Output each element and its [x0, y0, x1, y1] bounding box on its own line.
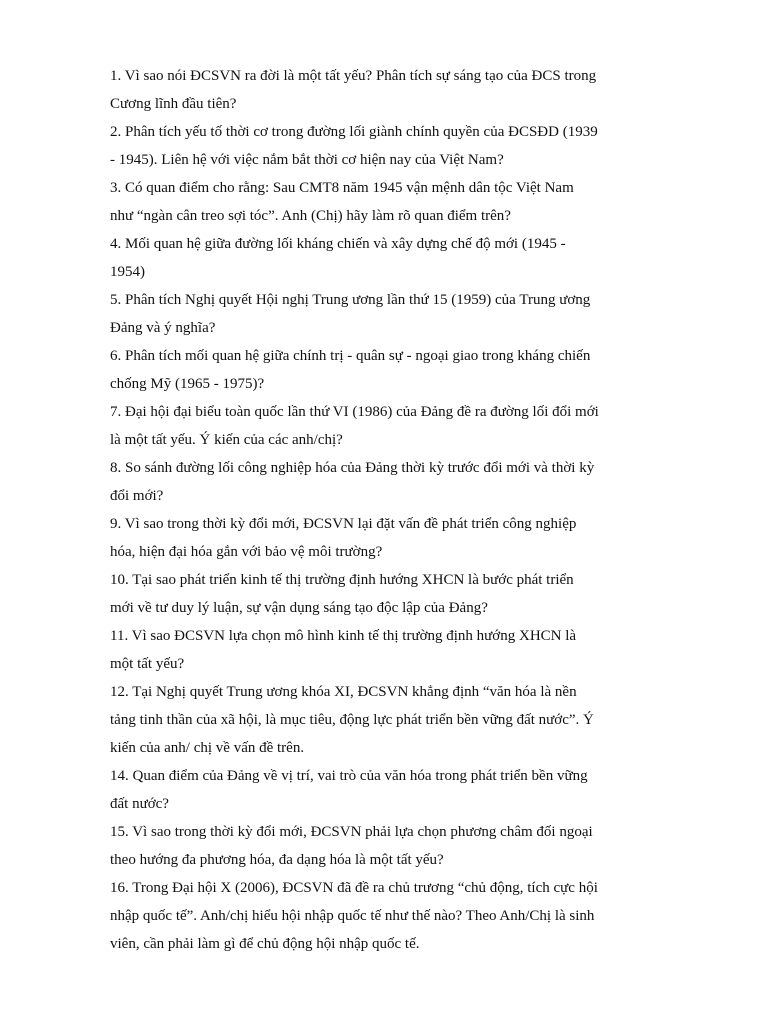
question-item: 11. Vì sao ĐCSVN lựa chọn mô hình kinh tế thị trường định hướng XHCN là một tất yếu?	[110, 628, 577, 672]
question-item: 14. Quan điểm của Đảng về vị trí, vai trò của văn hóa trong phát triển bền vững đất nước?	[110, 768, 588, 812]
question-item: 4. Mối quan hệ giữa đường lối kháng chiến và xây dựng chế độ mới (1945 - 1954)	[110, 236, 566, 280]
question-list	[110, 62, 600, 958]
question-item: 6. Phân tích mối quan hệ giữa chính trị - quân sự - ngoại giao trong kháng chiến chống Mỹ (1965 - 1975)?	[110, 348, 591, 392]
question-item: 9. Vì sao trong thời kỳ đổi mới, ĐCSVN lại đặt vấn đề phát triển công nghiệp hóa, hiện đại hóa gắn với bảo vệ môi trường?	[110, 516, 577, 560]
question-item: 12. Tại Nghị quyết Trung ương khóa XI, ĐCSVN khẳng định “văn hóa là nền tảng tinh thần của xã hội, là mục tiêu, động lực phát triển bền vững đất nước”. Ý kiến của anh/ chị về vấn đề trên.	[110, 684, 594, 756]
question-item: 8. So sánh đường lối công nghiệp hóa của Đảng thời kỳ trước đổi mới và thời kỳ đổi mới?	[110, 460, 595, 504]
question-item: 3. Có quan điểm cho rằng: Sau CMT8 năm 1945 vận mệnh dân tộc Việt Nam như “ngàn cân treo sợi tóc”. Anh (Chị) hãy làm rõ quan điểm trên?	[110, 180, 574, 224]
question-item: 5. Phân tích Nghị quyết Hội nghị Trung ương lần thứ 15 (1959) của Trung ương Đảng và ý nghĩa?	[110, 292, 591, 336]
question-item: 7. Đại hội đại biểu toàn quốc lần thứ VI (1986) của Đảng đề ra đường lối đổi mới là một tất yếu. Ý kiến của các anh/chị?	[110, 404, 599, 448]
question-item: 2. Phân tích yếu tố thời cơ trong đường lối giành chính quyền của ĐCSĐD (1939 - 1945). Liên hệ với việc nắm bắt thời cơ hiện nay của Việt Nam?	[110, 124, 598, 168]
question-item: 1. Vì sao nói ĐCSVN ra đời là một tất yếu? Phân tích sự sáng tạo của ĐCS trong Cương lĩnh đầu tiên?	[110, 68, 597, 112]
question-item: 15. Vì sao trong thời kỳ đổi mới, ĐCSVN phải lựa chọn phương châm đối ngoại theo hướng đa phương hóa, đa dạng hóa là một tất yếu?	[110, 824, 593, 868]
question-item: 16. Trong Đại hội X (2006), ĐCSVN đã đề ra chủ trương “chủ động, tích cực hội nhập quốc tế”. Anh/chị hiểu hội nhập quốc tế như thế nào? Theo Anh/Chị là sinh viên, cần phải làm gì để chủ động hội nhập quốc tế.	[110, 880, 598, 952]
question-item: 10. Tại sao phát triển kinh tế thị trường định hướng XHCN là bước phát triển mới về tư duy lý luận, sự vận dụng sáng tạo độc lập của Đảng?	[110, 572, 574, 616]
